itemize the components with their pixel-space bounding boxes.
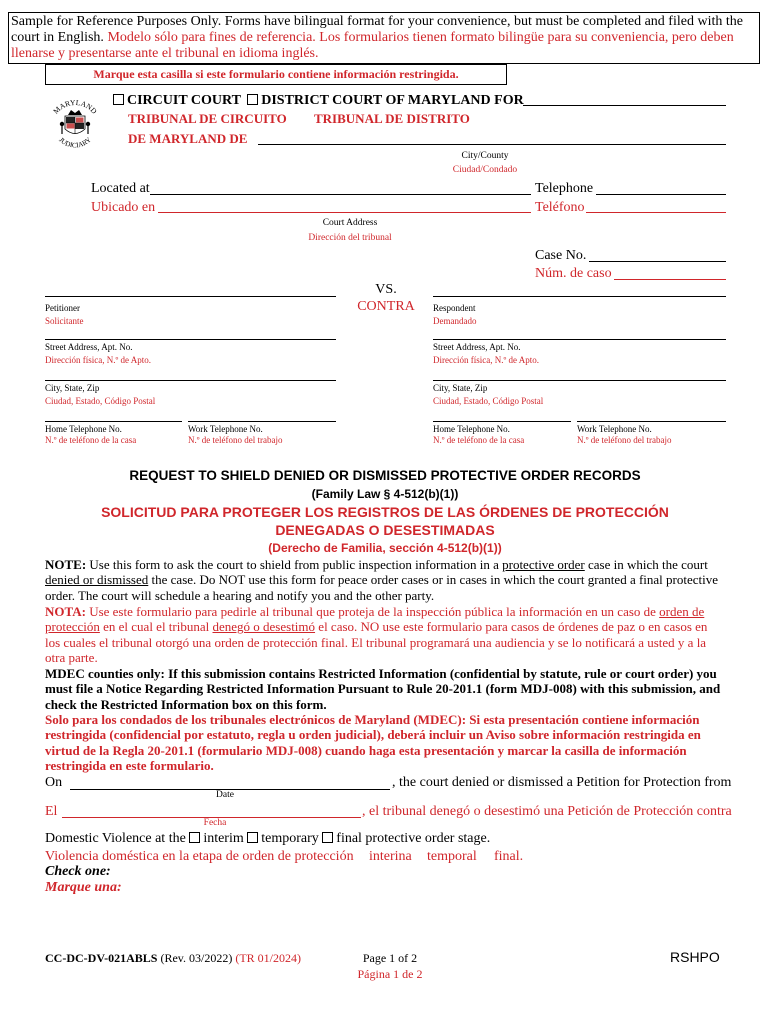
respondent-label: Respondent: [433, 303, 476, 313]
telephone-field-spanish: [586, 212, 726, 213]
respondent-street-label: Street Address, Apt. No.: [433, 342, 521, 352]
form-number: [45, 951, 301, 966]
mdec-paragraph: [45, 666, 725, 712]
petitioner-home-phone-field[interactable]: [45, 421, 182, 422]
banner-spanish: Modelo sólo para fines de referencia. Los formularios tienen formato bilingüe para su conveniencia, pero deben llenarse y presentarse ante el tribunal en idioma inglés.: [11, 30, 734, 61]
located-at-label-spanish: Ubicado en: [91, 200, 156, 215]
case-no-label-spanish: Núm. de caso: [535, 266, 612, 281]
circuit-court-checkbox[interactable]: [113, 94, 124, 105]
petitioner-city-label-spanish: Ciudad, Estado, Código Postal: [45, 396, 156, 406]
district-court-checkbox[interactable]: [247, 94, 258, 105]
form-title: REQUEST TO SHIELD DENIED OR DISMISSED PROTECTIVE ORDER RECORDS: [129, 468, 641, 483]
petitioner-city-label: City, State, Zip: [45, 383, 100, 393]
form-title-spanish-1: SOLICITUD PARA PROTEGER LOS REGISTROS DE LAS ÓRDENES DE PROTECCIÓN: [101, 504, 669, 520]
respondent-home-phone-label-spanish: N.º de teléfono de la casa: [433, 435, 525, 445]
circuit-court-label: CIRCUIT COURT: [127, 93, 241, 108]
final-checkbox[interactable]: [322, 832, 333, 843]
court-address-label-spanish: Dirección del tribunal: [308, 233, 392, 243]
respondent-street-field[interactable]: [433, 339, 726, 340]
note-underline-1: protective order: [502, 557, 585, 572]
district-court-label: DISTRICT COURT OF MARYLAND FOR: [261, 93, 524, 108]
petitioner-label-spanish: Solicitante: [45, 316, 84, 326]
temporary-checkbox[interactable]: [247, 832, 258, 843]
petitioner-name-field[interactable]: [45, 296, 336, 297]
page-number: Page 1 of 2: [362, 951, 418, 965]
temporary-label: temporary: [261, 831, 319, 846]
el-label: El: [45, 804, 58, 819]
petitioner-work-phone-label: Work Telephone No.: [188, 424, 263, 434]
form-title-spanish-2: DENEGADAS O DESESTIMADAS: [275, 522, 495, 538]
respondent-work-phone-label-spanish: N.º de teléfono del trabajo: [577, 435, 672, 445]
respondent-home-phone-field[interactable]: [433, 421, 571, 422]
svg-text:JUDICIARY: [57, 136, 93, 150]
respondent-work-phone-label: Work Telephone No.: [577, 424, 652, 434]
city-county-field[interactable]: [258, 144, 726, 145]
city-county-label-spanish: Ciudad/Condado: [452, 165, 518, 175]
respondent-label-spanish: Demandado: [433, 316, 477, 326]
nota-text-3: el caso. NO use este formulario para casos de órdenes de paz o en casos en los cuales el tribunal otorgó una orden de protección final. El tribunal programará una audiencia y se lo notificará a usted y a la otra parte.: [45, 619, 708, 665]
date-label: Date: [216, 790, 234, 800]
mdec-paragraph-spanish: Solo para los condados de los tribunales electrónicos de Maryland (MDEC): Si esta presentación contiene información restringida (confidencial por estatuto, regla u orden judicial), deberá incluir un Aviso sobre información restringida en virtud de la Regla 20-201.1 (formulario MDJ-008) cuando haga esta presentación y marcar la casilla de información restringida en este formulario.: [45, 712, 701, 773]
petitioner-street-label-spanish: Dirección física, N.º de Apto.: [45, 355, 152, 365]
on-label: On: [45, 775, 63, 790]
court-selection-line: [113, 93, 524, 109]
versus-label-spanish: CONTRA: [357, 299, 415, 314]
form-translation-revision: (TR 01/2024): [232, 951, 302, 965]
reference-banner: [8, 12, 760, 64]
note-paragraph: [45, 557, 725, 603]
nota-label: NOTA:: [45, 604, 86, 619]
page-number-spanish: Página 1 de 2: [357, 967, 423, 981]
court-for-field[interactable]: [523, 105, 726, 106]
note-text-2: case in which the court: [584, 557, 708, 572]
nota-paragraph: [45, 604, 725, 665]
located-at-field[interactable]: [150, 194, 531, 195]
telephone-field[interactable]: [596, 194, 726, 195]
on-after-text: , the court denied or dismissed a Petition for Protection from: [392, 775, 732, 790]
petitioner-work-phone-field[interactable]: [188, 421, 336, 422]
de-maryland-spanish: DE MARYLAND DE: [128, 131, 248, 146]
form-citation-spanish: (Derecho de Familia, sección 4-512(b)(1)): [268, 541, 502, 555]
court-address-label: Court Address: [322, 218, 378, 228]
temporal-label: temporal: [427, 849, 477, 864]
petitioner-label: Petitioner: [45, 303, 80, 313]
dv-stage-line: [45, 831, 490, 847]
el-after-text: , el tribunal denegó o desestimó una Petición de Protección contra: [362, 804, 732, 819]
form-citation: (Family Law § 4-512(b)(1)): [311, 487, 459, 501]
note-underline-2: denied or dismissed: [45, 572, 149, 588]
note-text-1: Use this form to ask the court to shield from public inspection information in a: [86, 557, 503, 572]
final-label-spanish: final.: [494, 849, 524, 864]
interim-checkbox[interactable]: [189, 832, 200, 843]
check-one-label: Check one:: [45, 864, 111, 879]
district-court-spanish: TRIBUNAL DE DISTRITO: [314, 111, 470, 126]
nota-underline-1: orden de protección: [45, 604, 705, 635]
marque-una-label: Marque una:: [45, 880, 122, 895]
mdec-label: MDEC counties only:: [45, 666, 165, 681]
note-text-3: the case. Do NOT use this form for peace order cases or in cases in which the court granted a final protective order. The court will schedule a hearing and notify you and the other party.: [45, 572, 719, 603]
interina-label: interina: [369, 849, 412, 864]
circuit-court-spanish: TRIBUNAL DE CIRCUITO: [128, 111, 287, 126]
versus-label: VS.: [375, 282, 397, 297]
form-revision: (Rev. 03/2022): [157, 951, 233, 965]
maryland-judiciary-seal: [46, 96, 104, 156]
final-label: final protective order stage.: [336, 831, 491, 846]
mdec-text: If this submission contains Restricted Information (confidential by statute, rule or court order) you must file a Notice Regarding Restricted Information Pursuant to Rule 20-201.1 (form MDJ-008) with this submission, and check the Restricted Information box on this form.: [45, 666, 721, 712]
petitioner-street-label: Street Address, Apt. No.: [45, 342, 133, 352]
dv-label: Domestic Violence at the: [45, 831, 186, 846]
city-county-label: City/County: [461, 151, 509, 161]
respondent-city-label-spanish: Ciudad, Estado, Código Postal: [433, 396, 544, 406]
case-no-label: Case No.: [535, 248, 587, 263]
seal-top-text: MARYLAND: [51, 97, 99, 116]
dv-label-spanish: Violencia doméstica en la etapa de orden de protección: [45, 849, 354, 864]
seal-bottom-text: JUDICIARY: [57, 135, 93, 150]
respondent-name-field[interactable]: [433, 296, 726, 297]
petitioner-city-field[interactable]: [45, 380, 336, 381]
fecha-label: Fecha: [203, 818, 227, 828]
restricted-info-checkbox[interactable]: [45, 64, 507, 85]
located-at-label: Located at: [91, 181, 150, 196]
banner-english: Sample for Reference Purposes Only. Forms have bilingual format for your convenience, but must be completed and filed with the court in English.: [11, 14, 743, 45]
interim-label: interim: [203, 831, 244, 846]
telephone-label-spanish: Teléfono: [535, 200, 585, 215]
nota-text-2: en el cual el tribunal: [99, 619, 213, 635]
petitioner-work-phone-label-spanish: N.º de teléfono del trabajo: [188, 435, 283, 445]
nota-underline-2: denegó o desestimó: [212, 619, 316, 635]
located-at-field-spanish: [158, 212, 531, 213]
respondent-city-label: City, State, Zip: [433, 383, 488, 393]
petitioner-street-field[interactable]: [45, 339, 336, 340]
respondent-home-phone-label: Home Telephone No.: [433, 424, 510, 434]
note-label: NOTE:: [45, 557, 87, 572]
petitioner-home-phone-label-spanish: N.º de teléfono de la casa: [45, 435, 137, 445]
case-no-field-spanish: [614, 279, 726, 280]
telephone-label: Telephone: [535, 181, 594, 196]
nota-text-1: Use este formulario para pedirle al tribunal que proteja de la inspección pública la información en un caso de: [85, 604, 660, 619]
form-number-code: CC-DC-DV-021ABLS: [45, 951, 158, 965]
respondent-work-phone-field[interactable]: [577, 421, 726, 422]
form-code: RSHPO: [670, 949, 720, 965]
case-no-field[interactable]: [589, 261, 726, 262]
restricted-info-label: Marque esta casilla si este formulario contiene información restringida.: [93, 67, 459, 81]
respondent-city-field[interactable]: [433, 380, 726, 381]
petitioner-home-phone-label: Home Telephone No.: [45, 424, 122, 434]
respondent-street-label-spanish: Dirección física, N.º de Apto.: [433, 355, 540, 365]
